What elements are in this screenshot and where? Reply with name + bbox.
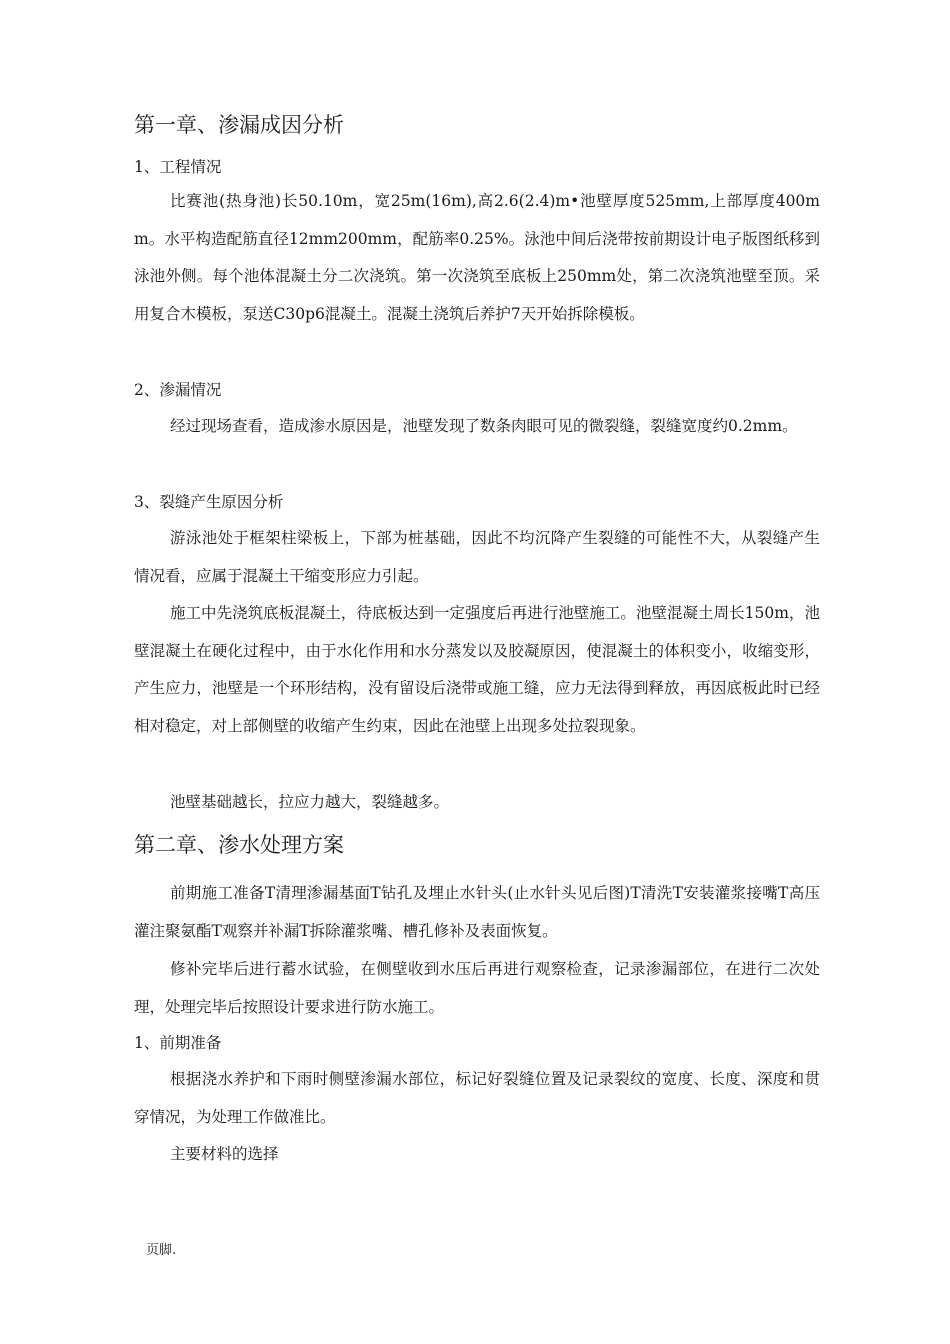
section-1-paragraph: 比赛池(热身池)长50.10m，宽25m(16m),高2.6(2.4)m•池壁厚度525mm,上部厚度400mm。水平构造配筋直径12mm200mm，配筋率0.25%。泳池中间后浇带按前期设计电子版图纸移到泳池外侧。每个池体混凝土分二次浇筑。第一次浇筑至底板上250mm处，第二次浇筑池壁至顶。采用复合木模板，泵送C30p6混凝土。混凝土浇筑后养护7天开始拆除模板。 [134, 192, 820, 323]
section-3-paragraph-3: 池壁基础越长，拉应力越大，裂缝越多。 [170, 793, 450, 811]
chapter-2-section-1-paragraph: 根据浇水养护和下雨时侧壁渗漏水部位，标记好裂缝位置及记录裂纹的宽度、长度、深度和贯穿情况，为处理工作做准比。 [134, 1070, 820, 1126]
chapter-2-subheading: 主要材料的选择 [170, 1145, 279, 1163]
section-3-paragraph-1: 游泳池处于框架柱梁板上，下部为桩基础，因此不均沉降产生裂缝的可能性不大，从裂缝产生情况看，应属于混凝土干缩变形应力引起。 [134, 529, 820, 585]
chapter-2-paragraph-1: 前期施工准备T清理渗漏基面T钻孔及埋止水针头(止水针头见后图)T清洗T安装灌浆接嘴T高压灌注聚氨酯T观察并补漏T拆除灌浆嘴、槽孔修补及表面恢复。 [134, 884, 820, 940]
section-3-paragraph-2: 施工中先浇筑底板混凝土，待底板达到一定强度后再进行池壁施工。池壁混凝土周长150m，池壁混凝土在硬化过程中，由于水化作用和水分蒸发以及胶凝原因，使混凝土的体积变小，收缩变形，产生应力，池壁是一个环形结构，没有留设后浇带或施工缝，应力无法得到释放，再因底板此时已经相对稳定，对上部侧壁的收缩产生约束，因此在池壁上出现多处拉裂现象。 [134, 604, 820, 735]
chapter-2-title: 第二章、渗水处理方案 [134, 833, 344, 857]
section-3-heading: 3、裂缝产生原因分析 [134, 493, 284, 511]
chapter-2-section-1-heading: 1、前期准备 [134, 1034, 222, 1052]
chapter-1-title: 第一章、渗漏成因分析 [134, 113, 344, 137]
section-2-heading: 2、渗漏情况 [134, 381, 222, 399]
chapter-2-paragraph-2: 修补完毕后进行蓄水试验，在侧壁收到水压后再进行观察检查，记录渗漏部位，在进行二次处理，处理完毕后按照设计要求进行防水施工。 [134, 960, 820, 1016]
page-footer: 页脚. [146, 1243, 177, 1258]
section-1-heading: 1、工程情况 [134, 158, 222, 176]
section-2-paragraph: 经过现场查看，造成渗水原因是，池壁发现了数条肉眼可见的微裂缝，裂缝宽度约0.2mm。 [170, 417, 798, 435]
